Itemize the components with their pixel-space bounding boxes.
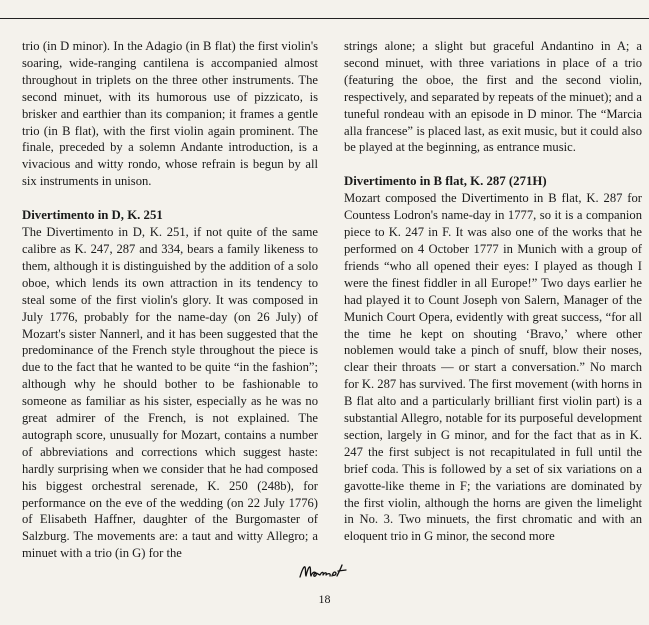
right-column [344,38,642,545]
mozart-signature-logo [298,562,350,582]
heading-k251: Divertimento in D, K. 251 [22,208,163,223]
right-paragraph-1: strings alone; a slight but graceful Andantino in A; a second minuet, with three variations in place of a trio (featuring the oboe, the first and the second violin, respectively, and separated by repeats of the minuet); and a tuneful rondeau with an episode in D minor. The “Marcia alla francese” is placed last, as exit music, but it could also be played at the beginning, as entrance music. [344,39,642,155]
left-paragraph-1: trio (in D minor). In the Adagio (in B flat) the first violin's soaring, wide-ranging cantilena is accompanied almost throughout in triplets on the three other instruments. The second minuet, with its humorous use of pizzicato, is brisker and earthier than its companion; it frames a gentle trio (in B flat), with the first violin again prominent. The finale, preceded by a solemn Andante introduction, is a vivacious and witty rondo, whose refrain is begun by all six instruments in unison. [22,39,318,189]
right-paragraph-2: Mozart composed the Divertimento in B flat, K. 287 for Countess Lodron's name-day in 1777, so it is a companion piece to K. 247 in F. It was also one of the works that he performed on 4 October 1777 in Munich with a group of friends “who all opened their eyes: I played as though I were the finest fiddler in all Europe!” Two days earlier he had played it to Count Joseph von Salern, Manager of the Munich Court Opera, evidently with great success, “for all the time he kept on shouting ‘Bravo,’ where other noblemen would take a pinch of snuff, blow their noses, clear their throats — or start a conversation.” No march for K. 287 has survived. The first movement (with horns in B flat alto and a particularly brilliant first violin part) is a substantial Allegro, notable for its purposeful development section, largely in G minor, and for the fact that as in K. 247 the first subject is not recapitulated in full until the brief coda. This is followed by a set of six variations on a gavotte-like theme in F; the variations are dominated by the first violin, although the horns are given the limelight in No. 3. Two minuets, the first chromatic and with an eloquent trio in G minor, the second more [344,191,642,544]
left-paragraph-2: The Divertimento in D, K. 251, if not quite of the same calibre as K. 247, 287 and 334, bears a family likeness to them, although it is distinguished by the addition of a solo oboe, which lends its own attraction in its tendency to steal some of the first violin's glory. It was composed in July 1776, probably for the name-day (on 26 July) of Mozart's sister Nannerl, and it has been suggested that the predominance of the French style throughout the piece is due to the fact that he wanted to be quite “in the fashion”; although why he should bother to be fashionable to someone as familiar as his sister, especially as he was no great admirer of the French, is not explained. The autograph score, unusually for Mozart, contains a number of abbreviations and corrections which suggest haste: hardly surprising when we consider that he had composed his biggest orchestral serenade, K. 250 (248b), for performance on the eve of the wedding (on 22 July 1776) of Elisabeth Haffner, daughter of the Burgomaster of Salzburg. The movements are: a taut and witty Allegro; a minuet with a trio (in G) for the [22,225,318,561]
left-column [22,38,318,562]
page-number: 18 [318,592,331,606]
top-rule [0,18,649,19]
heading-k287: Divertimento in B flat, K. 287 (271H) [344,174,547,189]
